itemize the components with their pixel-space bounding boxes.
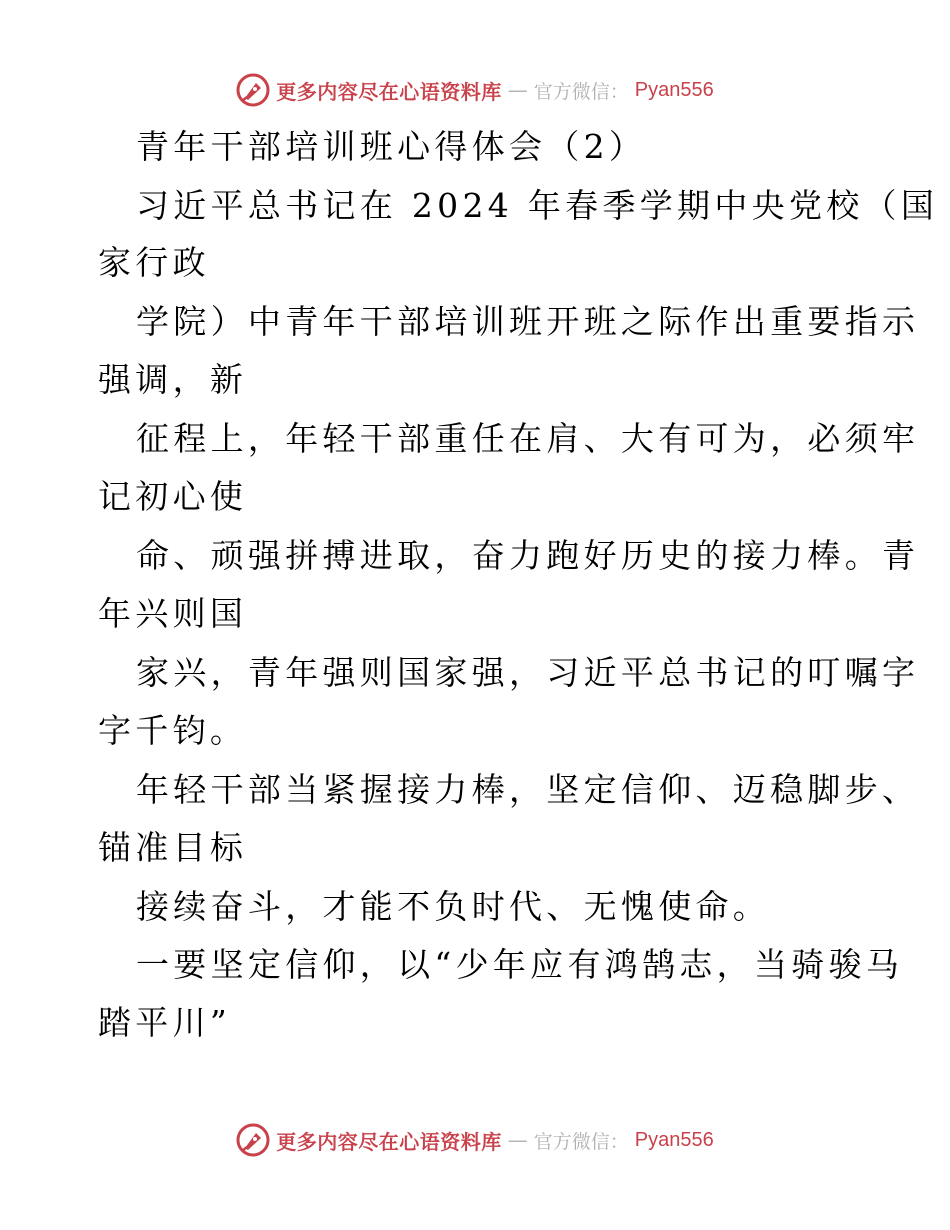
text-line: 一要坚定信仰，以“少年应有鸿鹄志，当骑骏马 [136,945,904,984]
watermark-wechat-id: Pyan556 [634,78,714,101]
watermark-site-text: 更多内容尽在心语资料库 [276,79,502,104]
pen-nib-logo-icon [236,1123,270,1157]
watermark-wechat-id: Pyan556 [634,1128,714,1151]
text-line: 习近平总书记在 2024 年春季学期中央党校（国 [136,186,939,225]
text-line: 踏平川” [98,1003,232,1042]
text-line: 年轻干部当紧握接力棒，坚定信仰、迈稳脚步、 [136,770,920,809]
text-line: 征程上，年轻干部重任在肩、大有可为，必须牢 [136,419,920,458]
watermark-site-text: 更多内容尽在心语资料库 [276,1129,502,1154]
header-watermark [0,72,950,108]
watermark-official-label: 官方微信： [533,1130,629,1153]
text-line: 强调，新 [98,360,248,399]
watermark-dash: — [507,1128,528,1152]
text-line: 家兴，青年强则国家强，习近平总书记的叮嘱字 [136,653,920,692]
watermark-official-label: 官方微信： [533,80,629,103]
text-line: 命、顽强拼搏进取，奋力跑好历史的接力棒。青 [136,536,920,575]
document-title: 青年干部培训班心得体会（2） [136,127,647,166]
watermark-dash: — [507,78,528,102]
footer-watermark [0,1122,950,1158]
text-line: 家行政 [98,243,210,282]
text-line: 记初心使 [98,477,248,516]
text-line: 接续奋斗，才能不负时代、无愧使命。 [136,887,771,926]
pen-nib-logo-icon [236,73,270,107]
text-line: 字千钧。 [98,711,248,750]
text-line: 锚准目标 [98,828,248,867]
text-line: 学院）中青年干部培训班开班之际作出重要指示 [136,302,920,341]
text-line: 年兴则国 [98,594,248,633]
